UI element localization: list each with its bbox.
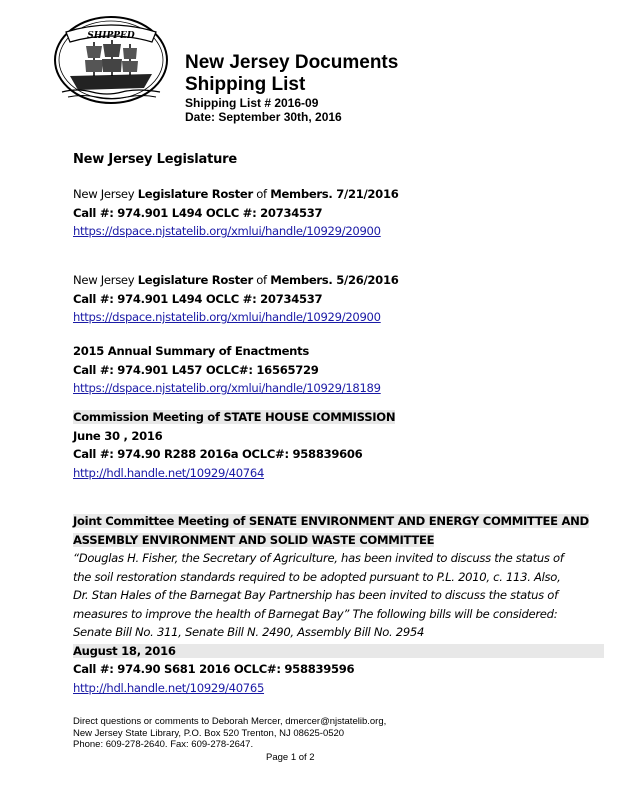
title-line-1: New Jersey Documents [185,52,399,73]
shipping-list-date: Date: September 30th, 2016 [185,110,342,124]
entry-title: 2015 Annual Summary of Enactments [73,344,309,358]
shipped-ship-logo [52,12,170,106]
title-line-2: Shipping List [185,74,306,95]
shipping-list-number: Shipping List # 2016-09 [185,96,319,110]
entry-4 [73,408,395,482]
entry-description-line: “Douglas H. Fisher, the Secretary of Agriculture, has been invited to discuss the status of [73,551,564,565]
entry-link[interactable]: https://dspace.njstatelib.org/xmlui/handle/10929/20900 [73,224,381,238]
entry-1 [73,185,398,241]
entry-title: New Jersey Legislature Roster of Members. 7/21/2016 [73,187,399,201]
entry-description-line: the soil restoration standards required to be adopted pursuant to P.L. 2010, c. 113. Also, [73,569,561,584]
footer-line-3: Phone: 609-278-2640. Fax: 609-278-2647. [73,739,254,750]
entry-call-number: Call #: 974.901 L494 OCLC #: 20734537 [73,291,323,306]
footer-contact [73,716,386,751]
entry-link[interactable]: http://hdl.handle.net/10929/40765 [73,680,265,695]
entry-link[interactable]: http://hdl.handle.net/10929/40764 [73,465,265,480]
entry-call-number: Call #: 974.901 L494 OCLC #: 20734537 [73,205,323,220]
section-title: New Jersey Legislature [73,152,237,167]
logo-text: SHIPPED [87,31,135,41]
entry-link[interactable]: https://dspace.njstatelib.org/xmlui/handle/10929/20900 [73,310,381,324]
entry-description-line: Senate Bill No. 311, Senate Bill N. 2490, Assembly Bill No. 2954 [73,625,425,639]
entry-description-line: measures to improve the health of Barnegat Bay” The following bills will be considered: [73,606,558,621]
entry-date: June 30 , 2016 [73,428,163,443]
entry-call-number: Call #: 974.90 R288 2016a OCLC#: 958839606 [73,447,363,461]
footer-line-2: New Jersey State Library, P.O. Box 520 Trenton, NJ 08625-0520 [73,727,345,739]
page-number: Page 1 of 2 [266,752,315,763]
entry-title-line-2: ASSEMBLY ENVIRONMENT AND SOLID WASTE COMMITTEE [73,532,435,547]
entry-call-number: Call #: 974.90 S681 2016 OCLC#: 958839596 [73,662,355,676]
document-header [185,52,398,124]
entry-description-line: Dr. Stan Hales of the Barnegat Bay Partnership has been invited to discuss the status of [73,588,558,602]
entry-2 [73,271,398,327]
entry-title: New Jersey Legislature Roster of Members. 5/26/2016 [73,273,399,287]
entry-date: August 18, 2016 [73,644,604,658]
entry-call-number: Call #: 974.901 L457 OCLC#: 16565729 [73,362,319,377]
entry-title-line-1: Joint Committee Meeting of SENATE ENVIRONMENT AND ENERGY COMMITTEE AND [73,514,589,528]
entry-5 [73,512,604,697]
entry-title: Commission Meeting of STATE HOUSE COMMISSION [73,410,396,424]
entry-link[interactable]: https://dspace.njstatelib.org/xmlui/handle/10929/18189 [73,381,381,395]
footer-line-1: Direct questions or comments to Deborah Mercer, dmercer@njstatelib.org, [73,716,387,727]
entry-3 [73,342,381,398]
